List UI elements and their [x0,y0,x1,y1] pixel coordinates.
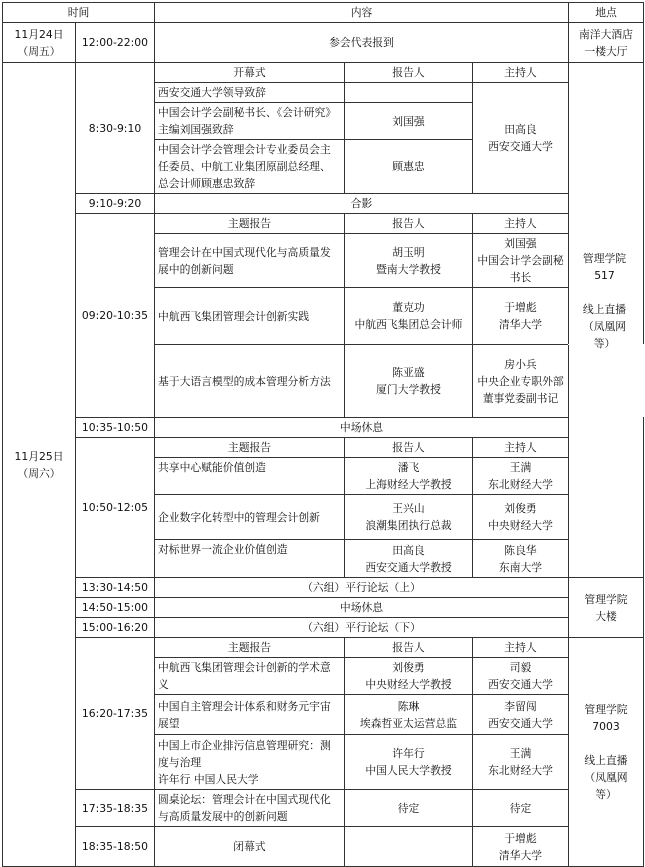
location-a-line5: 等） [593,337,616,350]
session1-keynote-label: 主题报告 [155,214,345,234]
session2-reporter-2 [345,495,473,540]
session1-reporter-2 [345,288,473,345]
forum-pm-row [3,618,644,638]
forum-am-time: 13:30-14:50 [76,578,155,598]
photo-time: 9:10-9:20 [76,194,155,214]
forum-pm-time: 15:00-16:20 [76,618,155,638]
location-c-line4: （凤凰网 [584,771,628,784]
session1-host-2-org: 清华大学 [498,318,543,331]
closing-host-org: 清华大学 [498,848,543,862]
session3-topic-3-cell [155,735,345,790]
session1-host-1-org: 中国会计学会副秘书长 [477,254,564,284]
session2-reporter-label: 报告人 [345,438,473,458]
session3-host-1-name: 司毅 [509,661,532,674]
header-row [3,3,644,23]
day1-event: 参会代表报到 [155,23,569,63]
location-a-line1: 管理学院 [582,252,627,265]
session3-reporter-3-name: 许年行 [392,747,425,760]
session3-reporter-1-name: 刘俊勇 [392,661,425,674]
header-time: 时间 [3,3,155,23]
opening-host-name: 田高良 [504,123,537,136]
session3-host-2 [473,695,569,735]
closing-host [473,827,569,867]
session1-host-1-name: 刘国强 [504,237,537,250]
session2-host-1-name: 王满 [509,461,532,474]
location-a-line4: （凤凰网 [582,320,627,333]
day1-date-cell [3,23,76,63]
location-b-line1: 管理学院 [584,592,628,606]
day2-weekday: （周六） [17,466,61,480]
session1-reporter-1-org: 暨南大学教授 [376,262,441,276]
session3-keynote-label: 主题报告 [155,638,345,658]
session1-reporter-1 [345,234,473,288]
session2-reporter-1-name: 潘飞 [397,461,420,474]
day1-date: 11月24日 [14,27,64,41]
session2-time: 10:50-12:05 [76,438,155,578]
day1-weekday: （周五） [17,44,61,58]
session1-topic-2: 中航西飞集团管理会计创新实践 [155,288,345,345]
session2-host-2 [473,495,569,540]
session2-host-1 [473,458,569,495]
roundtable-reporter: 待定 [345,790,473,827]
session3-topic-2: 中国自主管理会计体系和财务元宇宙展望 [155,695,345,735]
opening-reporter-label: 报告人 [345,63,473,83]
break1-label: 中场休息 [155,418,569,438]
forum-am-label: （六组）平行论坛（上） [155,578,569,598]
closing-reporter-empty [345,827,473,867]
session2-keynote-label: 主题报告 [155,438,345,458]
session3-time: 16:20-17:35 [76,638,155,790]
session2-reporter-1-org: 上海财经大学教授 [365,478,452,491]
location-c [569,638,644,867]
roundtable-host: 待定 [473,790,569,827]
location-c-line1: 管理学院 [584,703,628,716]
session1-reporter-1-name: 胡玉明 [392,245,425,259]
day1-location-line1: 南洋大酒店 [579,27,633,41]
session2-reporter-2-org: 浪潮集团执行总裁 [365,519,452,532]
session3-host-label: 主持人 [473,638,569,658]
session1-topic-3: 基于大语言模型的成本管理分析方法 [155,345,345,418]
opening-reporter-2: 顾惠忠 [345,140,473,194]
header-location: 地点 [569,3,644,23]
session3-host-3 [473,735,569,790]
session3-topic-1: 中航西飞集团管理会计创新的学术意义 [155,658,345,695]
session2-reporter-3-name: 田高良 [392,543,425,557]
forum-pm-label: （六组）平行论坛（下） [155,618,569,638]
session3-reporter-1 [345,658,473,695]
location-b-line2: 大楼 [595,609,617,623]
day2-date-cell [3,63,76,867]
session3-reporter-label: 报告人 [345,638,473,658]
session1-host-3-org: 中央企业专职外部董事党委副书记 [477,374,564,405]
session3-host-2-name: 李留闯 [504,699,537,713]
forum-am-row [3,578,644,598]
session1-host-1 [473,234,569,288]
session2-host-2-org: 中央财经大学 [488,519,553,532]
break2-row [3,598,644,618]
roundtable-row [3,790,644,827]
opening-reporter-1: 刘国强 [345,103,473,140]
session2-host-3-name: 陈良华 [504,543,537,557]
session2-host-label: 主持人 [473,438,569,458]
session3-topic-3: 中国上市企业排污信息管理研究：测度与治理 [158,738,331,769]
location-a-line2: 517 [594,269,615,282]
session2-header-row [3,438,644,458]
session1-reporter-3-name: 陈亚盛 [392,366,425,379]
session1-topic-1: 管理会计在中国式现代化与高质量发展中的创新问题 [155,234,345,288]
session2-reporter-2-name: 王兴山 [392,502,425,515]
location-b [569,578,644,638]
session2-host-3 [473,540,569,578]
opening-host-org: 西安交通大学 [488,140,553,153]
session2-topic-3: 对标世界一流企业价值创造 [155,540,345,578]
session2-topic-2: 企业数字化转型中的管理会计创新 [155,495,345,540]
day1-location-line2: 一楼大厅 [584,44,628,58]
opening-item-2: 中国会计学会副秘书长、《会计研究》主编刘国强致辞 [155,103,345,140]
session1-reporter-label: 报告人 [345,214,473,234]
session2-host-2-name: 刘俊勇 [504,502,537,515]
session3-header-row [3,638,644,658]
location-a [566,250,643,352]
session2-reporter-3 [345,540,473,578]
session3-host-3-org: 东北财经大学 [488,764,553,777]
session1-time: 09:20-10:35 [76,214,155,418]
session1-header-row [3,214,644,234]
roundtable-topic: 圆桌论坛：管理会计在中国式现代化与高质量发展中的创新问题 [155,790,345,827]
session3-host-2-org: 西安交通大学 [488,716,553,730]
location-c-line5: 等） [595,788,617,801]
day1-row [3,23,644,63]
session2-host-3-org: 东南大学 [498,560,543,574]
session1-reporter-2-org: 中航西飞集团总会计师 [354,318,463,331]
opening-item-3: 中国会计学会管理会计专业委员会主任委员、中航工业集团原副总经理、总会计师顾惠忠致辞 [155,140,345,194]
location-a-bottom-cell [569,418,644,578]
opening-reporter-empty [345,83,473,103]
closing-label: 闭幕式 [155,827,345,867]
break2-label: 中场休息 [155,598,569,618]
session2-reporter-1 [345,458,473,495]
closing-row [3,827,644,867]
session3-reporter-1-org: 中央财经大学教授 [365,678,452,691]
opening-item-1: 西安交通大学领导致辞 [155,83,345,103]
session1-reporter-3-org: 厦门大学教授 [376,383,441,396]
session3-host-1-org: 西安交通大学 [488,678,553,691]
session2-reporter-3-org: 西安交通大学教授 [365,560,452,574]
photo-row [3,194,644,214]
day1-time: 12:00-22:00 [76,23,155,63]
break2-time: 14:50-15:00 [76,598,155,618]
day2-date: 11月25日 [14,449,64,463]
session1-host-2 [473,288,569,345]
break1-time: 10:35-10:50 [76,418,155,438]
session3-topic-3-extra: 许年行 中国人民大学 [158,772,259,786]
break1-row [3,418,644,438]
opening-host-label: 主持人 [473,63,569,83]
session2-topic-1: 共享中心赋能价值创造 [155,458,345,495]
session3-reporter-3-org: 中国人民大学教授 [365,764,452,777]
opening-host [473,83,569,194]
location-a-line3: 线上直播 [582,303,627,316]
schedule-table [2,2,644,867]
session3-reporter-2-org: 埃森哲亚太运营总监 [359,716,458,730]
closing-time: 18:35-18:50 [76,827,155,867]
session3-host-1 [473,658,569,695]
session1-host-3 [473,345,569,418]
location-c-line2: 7003 [592,720,620,733]
session1-host-label: 主持人 [473,214,569,234]
session3-host-3-name: 王满 [509,747,532,760]
session3-reporter-2 [345,695,473,735]
opening-time: 8:30-9:10 [76,63,155,194]
session1-host-3-name: 房小兵 [504,357,537,371]
opening-label: 开幕式 [155,63,345,83]
roundtable-time: 17:35-18:35 [76,790,155,827]
session1-host-2-name: 于增彪 [504,301,537,314]
session2-host-1-org: 东北财经大学 [488,478,553,491]
session3-reporter-2-name: 陈琳 [397,699,420,713]
location-c-line3: 线上直播 [584,754,628,767]
closing-host-name: 于增彪 [504,831,537,845]
session1-reporter-2-name: 董克功 [392,301,425,314]
session3-reporter-3 [345,735,473,790]
session1-reporter-3 [345,345,473,418]
day1-location [569,23,644,63]
opening-header-row [3,63,644,83]
photo-label: 合影 [155,194,569,214]
header-content: 内容 [155,3,569,23]
